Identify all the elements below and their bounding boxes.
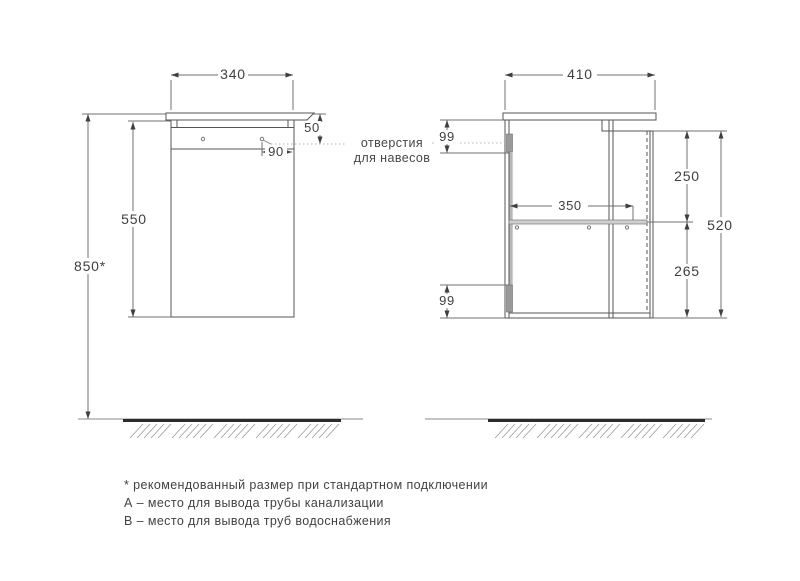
shelf-hole — [625, 226, 628, 229]
hanger-bracket-bottom — [507, 285, 513, 312]
hanger-bracket-top — [507, 134, 513, 152]
dim-hanger-top: 99 — [439, 129, 455, 144]
dim-hanger-bottom: 99 — [439, 293, 455, 308]
cabinet-body-side — [505, 120, 653, 318]
dim-cabinet-height: 550 — [121, 211, 147, 227]
back-panel — [510, 152, 513, 285]
countertop-front — [166, 113, 314, 120]
floor-right — [425, 419, 712, 438]
floor-hatching-right — [495, 424, 704, 438]
front-view-labels — [70, 66, 321, 274]
side-view-labels — [436, 66, 737, 308]
floor-hatching-left — [130, 424, 339, 438]
countertop-side — [503, 113, 656, 120]
callout-hanger-holes — [354, 136, 431, 165]
shelf-hole — [587, 226, 590, 229]
shelf-hole — [515, 226, 518, 229]
dim-front-width: 340 — [220, 66, 246, 82]
note-recommended: * рекомендованный размер при стандартном подключении — [124, 478, 488, 492]
dim-shelf-depth: 350 — [558, 198, 582, 213]
hanger-hole-left — [201, 137, 204, 140]
dim-door-top-gap: 250 — [674, 168, 700, 184]
callout-line1: отверстия — [360, 136, 424, 150]
dim-mount-height: 850* — [73, 258, 107, 274]
dim-depth: 410 — [567, 66, 593, 82]
dim-door-height: 520 — [707, 217, 733, 233]
shelf — [509, 220, 647, 224]
note-water-pipe: В – место для вывода труб водоснабжения — [124, 514, 392, 528]
floor-left — [78, 419, 363, 438]
dim-hole-inset: 90 — [268, 144, 284, 159]
footer-notes — [124, 478, 488, 528]
callout-line2: для навесов — [353, 151, 431, 165]
note-sewage-pipe: А – место для вывода трубы канализации — [124, 496, 384, 510]
side-view-dimensions — [432, 75, 727, 318]
dim-shelf-to-bottom: 265 — [674, 263, 700, 279]
dim-top-height: 50 — [304, 120, 320, 135]
